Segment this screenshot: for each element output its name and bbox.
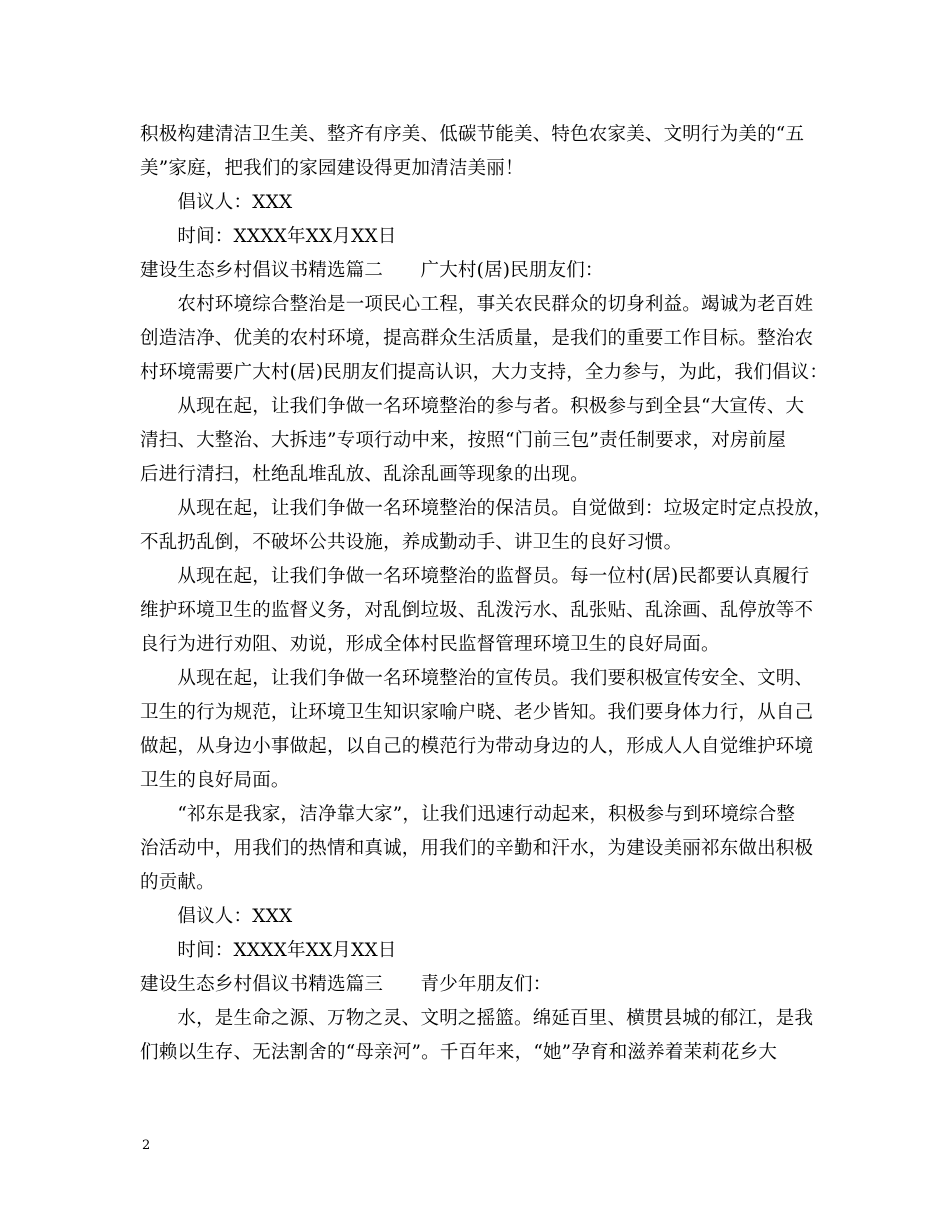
signature-line: 倡议人：XXX (140, 906, 293, 927)
section-heading: 建设生态乡村倡议书精选篇三 青少年朋友们： (140, 974, 552, 995)
text-line: 从现在起，让我们争做一名环境整治的参与者。积极参与到全县“大宣传、大 (140, 396, 805, 417)
date-line: 时间：XXXX年XX月XX日 (140, 940, 397, 961)
text-line: 清扫、大整治、大拆违”专项行动中来，按照“门前三包”责任制要求，对房前屋 (140, 430, 787, 451)
text-line: 村环境需要广大村(居)民朋友们提高认识，大力支持，全力参与，为此，我们倡议： (140, 362, 829, 383)
text-line: 创造洁净、优美的农村环境，提高群众生活质量，是我们的重要工作目标。整治农 (140, 328, 814, 349)
text-line: 从现在起，让我们争做一名环境整治的监督员。每一位村(居)民都要认真履行 (140, 566, 810, 587)
text-line: 维护环境卫生的监督义务，对乱倒垃圾、乱泼污水、乱张贴、乱涂画、乱停放等不 (140, 600, 814, 621)
text-line: 卫生的行为规范，让环境卫生知识家喻户晓、老少皆知。我们要身体力行，从自己 (140, 702, 814, 723)
text-line: 卫生的良好局面。 (140, 770, 290, 791)
section-heading: 建设生态乡村倡议书精选篇二 广大村(居)民朋友们： (140, 260, 604, 281)
text-line: 水，是生命之源、万物之灵、文明之摇篮。绵延百里、横贯县城的郁江，是我 (140, 1008, 814, 1029)
text-line: 从现在起，让我们争做一名环境整治的保洁员。自觉做到：垃圾定时定点投放， (140, 498, 832, 519)
text-line: 治活动中，用我们的热情和真诚，用我们的辛勤和汗水，为建设美丽祁东做出积极 (140, 838, 814, 859)
text-line: 美”家庭，把我们的家园建设得更加清洁美丽！ (140, 158, 524, 179)
date-line: 时间：XXXX年XX月XX日 (140, 226, 397, 247)
text-line: 们赖以生存、无法割舍的“母亲河”。千百年来，“她”孕育和滋养着茉莉花乡大 (140, 1042, 778, 1063)
text-line: 做起，从身边小事做起，以自己的模范行为带动身边的人，形成人人自觉维护环境 (140, 736, 814, 757)
text-line: 的贡献。 (140, 872, 215, 893)
text-line: 不乱扔乱倒，不破坏公共设施，养成勤动手、讲卫生的良好习惯。 (140, 532, 683, 553)
text-line: “祁东是我家，洁净靠大家”，让我们迅速行动起来，积极参与到环境综合整 (140, 804, 796, 825)
text-line: 积极构建清洁卫生美、整齐有序美、低碳节能美、特色农家美、文明行为美的“五 (140, 124, 805, 145)
signature-line: 倡议人：XXX (140, 192, 293, 213)
text-line: 农村环境综合整治是一项民心工程，事关农民群众的切身利益。竭诚为老百姓 (140, 294, 814, 315)
text-line: 良行为进行劝阻、劝说，形成全体村民监督管理环境卫生的良好局面。 (140, 634, 720, 655)
text-line: 后进行清扫，杜绝乱堆乱放、乱涂乱画等现象的出现。 (140, 464, 589, 485)
page-number: 2 (142, 1138, 151, 1153)
text-line: 从现在起，让我们争做一名环境整治的宣传员。我们要积极宣传安全、文明、 (140, 668, 814, 689)
